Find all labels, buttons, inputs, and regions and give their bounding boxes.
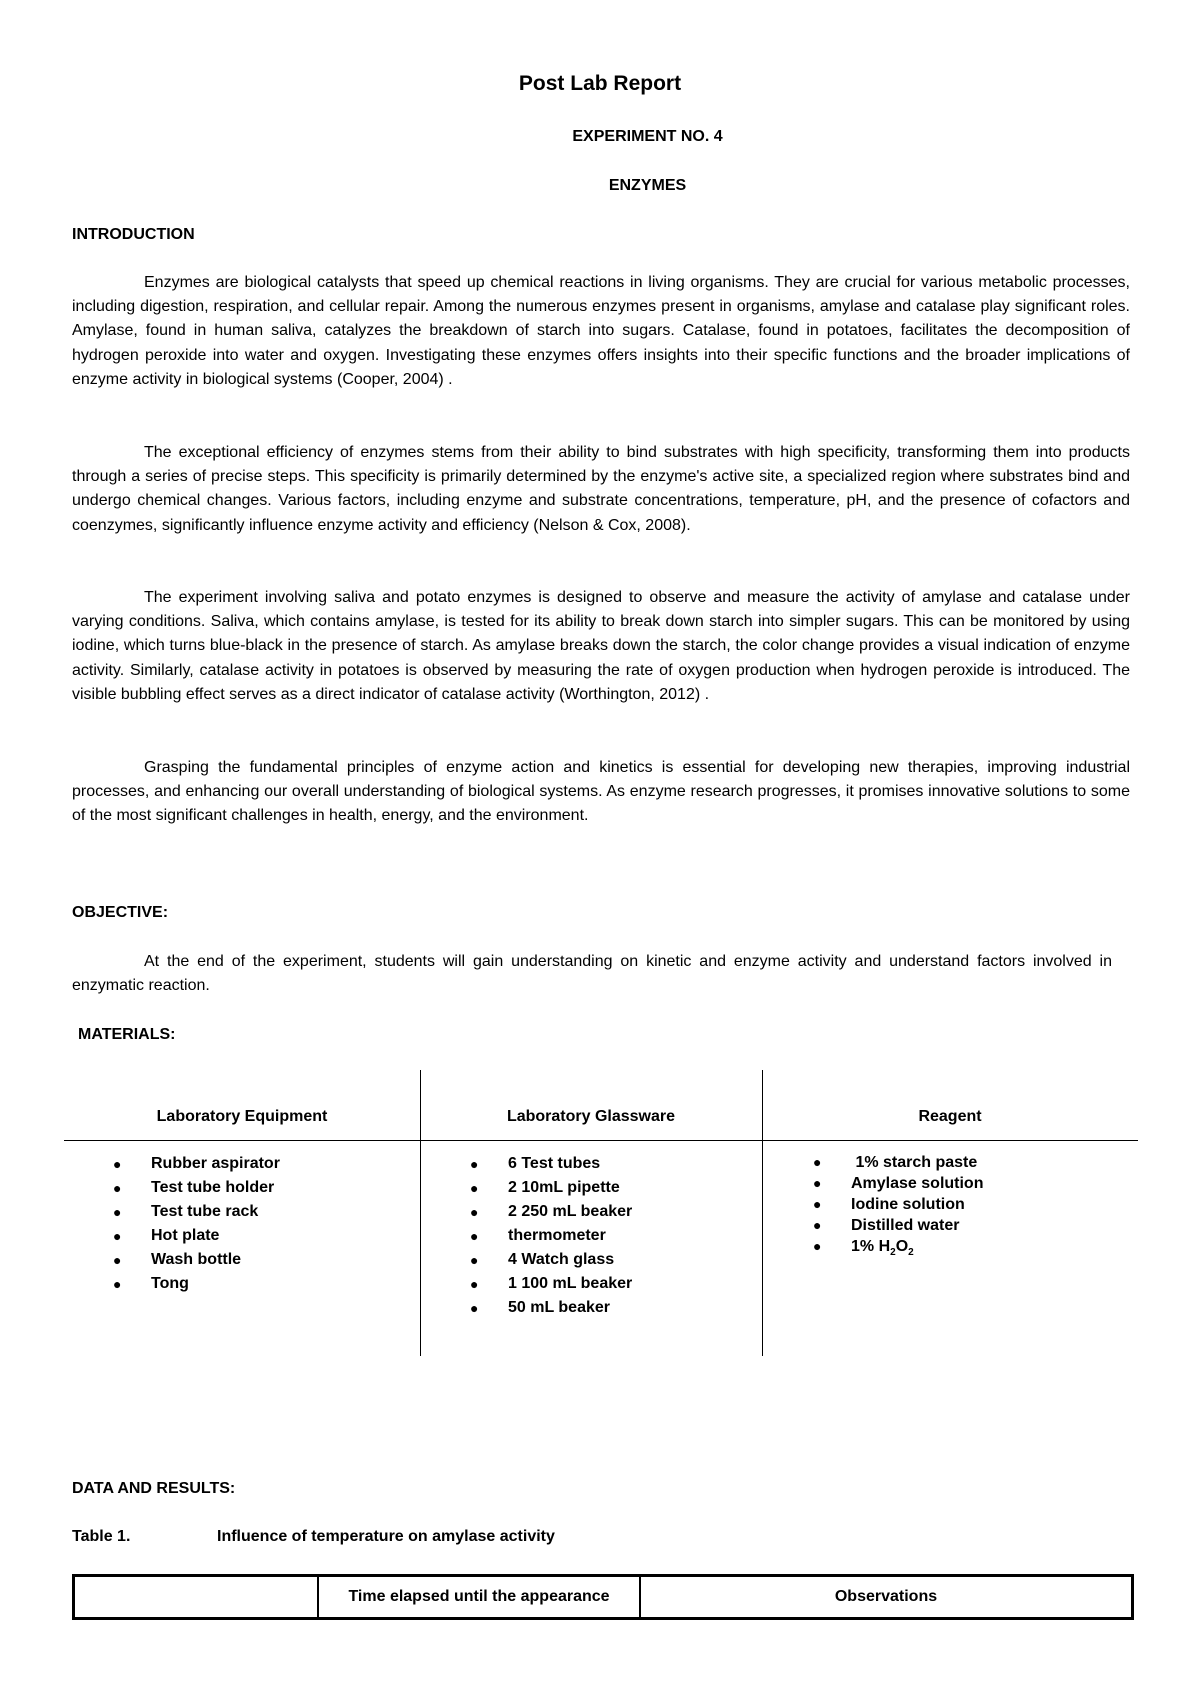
bullet-icon: ● (813, 1217, 822, 1233)
intro-paragraph-1: Enzymes are biological catalysts that speed up chemical reactions in living organisms. They are crucial for various metabolic processes, including digestion, respiration, and cellular repair. Among the numerous enzymes present in organisms, amylase and catalase play significant roles. Amylase, found in human saliva, catalyzes the breakdown of starch into sugars. Catalase, found in potatoes, facilitates the decomposition of hydrogen peroxide into water and oxygen. Investigating these enzymes offers insights into their specific functions and the broader implications of enzyme activity in biological systems (Cooper, 2004) . (72, 274, 1130, 388)
list-item: ● 2 10mL pipette (461, 1176, 632, 1200)
list-item: ● Tong (104, 1272, 280, 1296)
list-item: ● 2 250 mL beaker (461, 1200, 632, 1224)
bullet-icon: ● (470, 1180, 479, 1196)
materials-header-equipment: Laboratory Equipment (156, 1108, 328, 1125)
list-item: ● Test tube holder (104, 1176, 280, 1200)
materials-header-rule (64, 1140, 1138, 1141)
table1-header-cell: Time elapsed until the appearance (319, 1577, 641, 1617)
h2o2-formula: 1% $H_2O_2$ (851, 1238, 914, 1259)
list-item: ● Wash bottle (104, 1248, 280, 1272)
materials-table (64, 1070, 1138, 1356)
intro-paragraph-2: The exceptional efficiency of enzymes stems from their ability to bind substrates with high specificity, transforming them into products through a series of precise steps. This specificity is primarily determined by the enzyme's active site, a specialized region where substrates bind and undergo chemical changes. Various factors, including enzyme and substrate concentrations, temperature, pH, and the presence of cofactors and coenzymes, significantly influence enzyme activity and efficiency (Nelson & Cox, 2008). (72, 444, 1130, 534)
list-item: ● thermometer (461, 1224, 632, 1248)
list-item (804, 1236, 983, 1257)
list-item: ● 1% starch paste (813, 1154, 978, 1171)
table1-title: Influence of temperature on amylase activity (217, 1528, 555, 1545)
list-item: ● Rubber aspirator (104, 1152, 280, 1176)
introduction-heading: INTRODUCTION (72, 226, 195, 243)
glassware-list (461, 1152, 632, 1320)
equipment-list (104, 1152, 280, 1296)
bullet-icon: ● (113, 1204, 122, 1220)
list-item: ● Amylase solution (813, 1175, 984, 1192)
table1-header-cell: Observations (834, 1588, 938, 1605)
bullet-icon: ● (813, 1238, 822, 1254)
bullet-icon: ● (470, 1276, 479, 1292)
experiment-title: ENZYMES (608, 177, 687, 194)
materials-header-reagent: Reagent (918, 1108, 982, 1125)
table1-label: Table 1. (72, 1528, 131, 1545)
list-item: ● Test tube rack (104, 1200, 280, 1224)
bullet-icon: ● (113, 1156, 122, 1172)
table1-header-cell (75, 1577, 319, 1617)
bullet-icon: ● (813, 1175, 822, 1191)
objective-heading: OBJECTIVE: (72, 904, 169, 921)
list-item: ● Distilled water (813, 1217, 960, 1234)
data-results-heading: DATA AND RESULTS: (72, 1480, 236, 1497)
document-title: Post Lab Report (518, 72, 682, 95)
bullet-icon: ● (813, 1196, 822, 1212)
reagent-list (804, 1152, 983, 1257)
list-item: ● 6 Test tubes (461, 1152, 632, 1176)
bullet-icon: ● (470, 1252, 479, 1268)
materials-header-glassware: Laboratory Glassware (506, 1108, 676, 1125)
bullet-icon: ● (470, 1204, 479, 1220)
intro-paragraph-4: Grasping the fundamental principles of enzyme action and kinetics is essential for developing new therapies, improving industrial processes, and enhancing our overall understanding of biological systems. As enzyme research progresses, it promises innovative solutions to some of the most significant challenges in health, energy, and the environment. (72, 759, 1130, 825)
list-item: ● 4 Watch glass (461, 1248, 632, 1272)
list-item: ● 50 mL beaker (461, 1296, 632, 1320)
bullet-icon: ● (113, 1228, 122, 1244)
materials-heading: MATERIALS: (78, 1026, 176, 1043)
intro-paragraph-3: The experiment involving saliva and potato enzymes is designed to observe and measure the activity of amylase and catalase under varying conditions. Saliva, which contains amylase, is tested for its ability to break down starch into simpler sugars. This can be monitored by using iodine, which turns blue-black in the presence of starch. As amylase breaks down the starch, the color change provides a visual indication of enzyme activity. Similarly, catalase activity in potatoes is observed by measuring the rate of oxygen production when hydrogen peroxide is introduced. The visible bubbling effect serves as a direct indicator of catalase activity (Worthington, 2012) . (72, 589, 1130, 703)
bullet-icon: ● (113, 1252, 122, 1268)
table1 (72, 1574, 1134, 1620)
bullet-icon: ● (813, 1154, 822, 1170)
list-item: ● Iodine solution (813, 1196, 965, 1213)
bullet-icon: ● (113, 1180, 122, 1196)
bullet-icon: ● (113, 1276, 122, 1292)
bullet-icon: ● (470, 1300, 479, 1316)
objective-text: At the end of the experiment, students will gain understanding on kinetic and enzyme activity and understand factors involved in enzymatic reaction. (72, 953, 1112, 995)
experiment-number: EXPERIMENT NO. 4 (572, 128, 723, 145)
list-item: ● Hot plate (104, 1224, 280, 1248)
bullet-icon: ● (470, 1156, 479, 1172)
list-item: ● 1 100 mL beaker (461, 1272, 632, 1296)
bullet-icon: ● (470, 1228, 479, 1244)
